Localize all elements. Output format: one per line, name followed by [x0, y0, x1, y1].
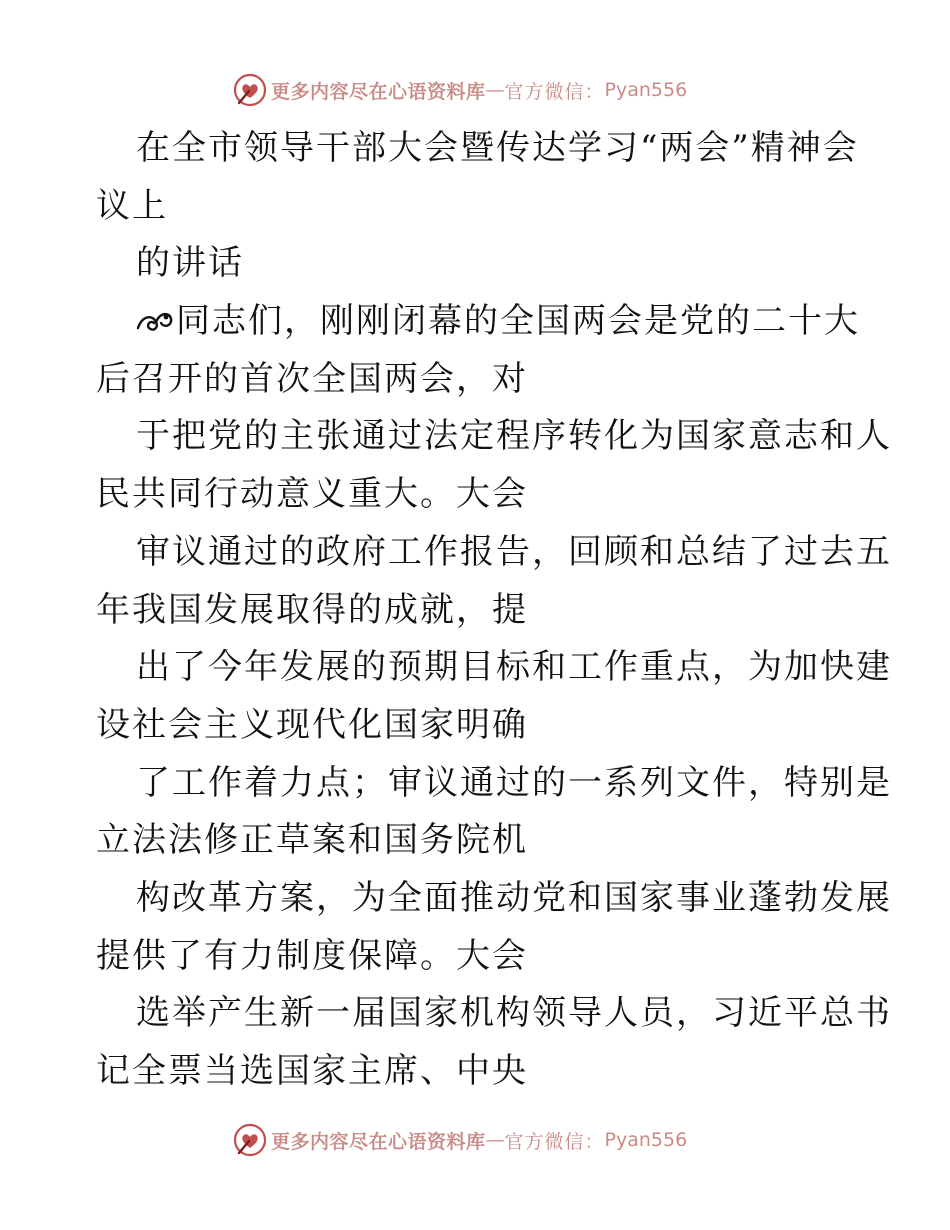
watermark-main-text: 更多内容尽在心语资料库	[271, 1130, 486, 1153]
paragraph-line: 出了今年发展的预期目标和工作重点，为加快建	[136, 647, 892, 688]
floral-ornament-icon	[136, 306, 174, 336]
watermark-sub-text: 官方微信：	[504, 80, 605, 103]
paragraph-line: 后召开的首次全国两会，对	[96, 358, 528, 399]
paragraph-text: 同志们，刚刚闭幕的全国两会是党的二十大	[176, 301, 860, 342]
paragraph-line: 选举产生新一届国家机构领导人员，习近平总书	[136, 993, 892, 1034]
paragraph-line: 立法法修正草案和国务院机	[96, 820, 528, 861]
watermark-id: Pyan556	[604, 1129, 688, 1151]
paragraph-line	[96, 293, 860, 351]
watermark-separator: —	[485, 79, 505, 101]
paragraph-line: 提供了有力制度保障。大会	[96, 935, 528, 976]
title-line: 议上	[96, 185, 168, 226]
paragraph-line: 设社会主义现代化国家明确	[96, 704, 528, 745]
paragraph-line: 年我国发展取得的成就，提	[96, 589, 528, 630]
watermark-main-text: 更多内容尽在心语资料库	[271, 80, 486, 103]
watermark-sub-text: 官方微信：	[504, 1130, 605, 1153]
paragraph-line: 民共同行动意义重大。大会	[96, 474, 528, 515]
paragraph-line: 了工作着力点；审议通过的一系列文件，特别是	[136, 762, 892, 803]
watermark-separator: —	[485, 1129, 505, 1151]
paragraph-line: 构改革方案，为全面推动党和国家事业蓬勃发展	[136, 877, 892, 918]
paragraph-line: 于把党的主张通过法定程序转化为国家意志和人	[136, 416, 892, 457]
heart-pen-logo-icon	[233, 1123, 267, 1157]
paragraph-line: 审议通过的政府工作报告，回顾和总结了过去五	[136, 531, 892, 572]
paragraph-line: 记全票当选国家主席、中央	[96, 1051, 528, 1091]
heart-pen-logo-icon	[233, 73, 267, 107]
header-watermark	[233, 72, 687, 108]
watermark-id: Pyan556	[604, 79, 688, 101]
title-line: 的讲话	[136, 243, 244, 284]
footer-watermark	[233, 1122, 687, 1158]
title-line: 在全市领导干部大会暨传达学习“两会”精神会	[136, 128, 859, 168]
document-body	[96, 120, 892, 1101]
